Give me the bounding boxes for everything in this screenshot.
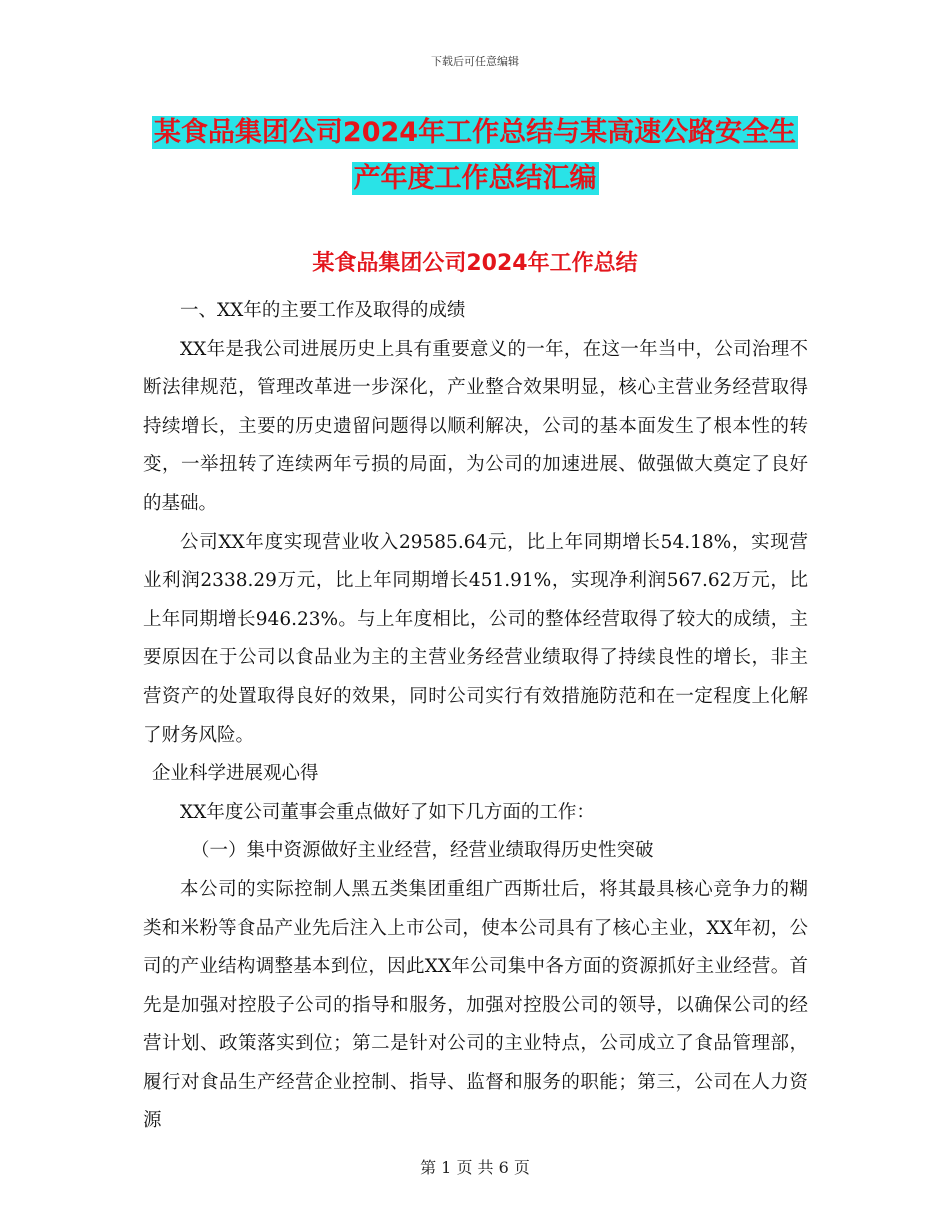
subheading-main-business: （一）集中资源做好主业经营，经营业绩取得历史性突破 <box>191 840 654 862</box>
header-note: 下载后可任意编辑 <box>431 55 519 68</box>
paragraph-note: 企业科学进展观心得 <box>152 763 319 785</box>
main-title <box>0 110 950 202</box>
main-title-line2: 产年度工作总结汇编 <box>353 163 597 194</box>
paragraph-main-business: 本公司的实际控制人黑五类集团重组广西斯壮后，将其最具核心竞争力的糊类和米粉等食品产业先后注入上市公司，使本公司具有了核心主业，XX年初，公司的产业结构调整基本到位，因此XX年公司集中各方面的资源抓好主业经营。首先是加强对控股子公司的指导和服务，加强对控股公司的领导，以确保公司的经营计划、政策落实到位；第二是针对公司的主业特点，公司成立了食品管理部，履行对食品生产经营企业控制、指导、监督和服务的职能；第三，公司在人力资源 <box>143 878 808 1132</box>
paragraph-financials: 公司XX年度实现营业收入29585.64元，比上年同期增长54.18%，实现营业利润2338.29万元，比上年同期增长451.91%，实现净利润567.62万元，比上年同期增长946.23%。与上年度相比，公司的整体经营取得了较大的成绩，主要原因在于公司以食品业为主的主营业务经营业绩取得了持续良性的增长，非主营资产的处置取得良好的效果，同时公司实行有效措施防范和在一定程度上化解了财务风险。 <box>143 531 808 746</box>
section-title: 某食品集团公司2024年工作总结 <box>312 251 638 276</box>
main-title-line1: 某食品集团公司2024年工作总结与某高速公路安全生 <box>153 117 797 148</box>
paragraph-overview: XX年是我公司进展历史上具有重要意义的一年，在这一年当中，公司治理不断法律规范，管理改革进一步深化，产业整合效果明显，核心主营业务经营取得持续增长，主要的历史遗留问题得以顺利解决，公司的基本面发生了根本性的转变，一举扭转了连续两年亏损的局面，为公司的加速进展、做强做大奠定了良好的基础。 <box>143 338 808 514</box>
paragraph-board-work: XX年度公司董事会重点做好了如下几方面的工作： <box>180 801 595 823</box>
page-footer: 第 1 页 共 6 页 <box>420 1158 530 1177</box>
heading-main-work: 一、XX年的主要工作及取得的成绩 <box>180 300 466 321</box>
document-body <box>143 292 808 1141</box>
